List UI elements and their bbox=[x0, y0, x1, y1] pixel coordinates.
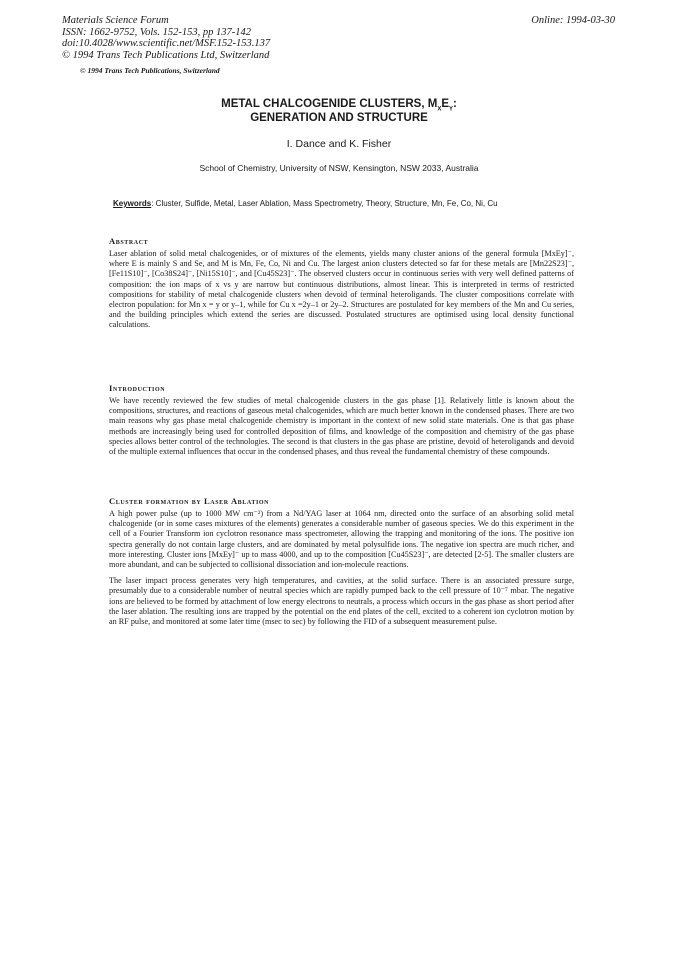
cluster-formation-para1: A high power pulse (up to 1000 MW cm⁻²) from a Nd/YAG laser at 1064 nm, directed onto the surface of an absorbing solid metal chalcogenide (or in some cases mixtures of the elements) generates a considerable number of gaseous species. We do this experiment in the cell of a Fourier Transform ion cyclotron resonance mass spectrometer, allowing the trapping and monitoring of the ions. The positive ion spectra generally do not contain large clusters, and are dominated by metal polysulfide ions. The negative ion spectra are much richer, and more interesting. Cluster ions [MxEy]⁻ up to mass 4000, and up to the composition [Cu45S23]⁻, are detected [2-5]. The smaller clusters are more abundant, and can be subjected to collisional dissociation and ion-molecule reactions. bbox=[109, 509, 574, 570]
introduction-section bbox=[109, 383, 574, 463]
doi: doi:10.4028/www.scientific.net/MSF.152-153.137 bbox=[62, 38, 271, 50]
cluster-formation-section bbox=[109, 496, 574, 633]
keywords bbox=[113, 199, 573, 210]
abstract-section bbox=[109, 236, 574, 337]
abstract-text: Laser ablation of solid metal chalcogenides, or of mixtures of the elements, yields many cluster anions of the general formula [MxEy]⁻, where E is mainly S and Se, and M is Mn, Fe, Co, Ni and Cu. The largest anion clusters detected so far for these metals are [Mn22S23]⁻, [Fe11S10]⁻, [Co38S24]⁻, [Ni15S10]⁻, and [Cu45S23]⁻. The observed clusters occur in continuous series with very well defined patterns of composition: the ion maps of x vs y are narrow but continuous distributions, almost linear. This is interpreted in terms of restricted compositions for stability of metal chalcogenide clusters when devoid of terminal heteroligands. The cluster compositions correlate with electron population: for Mn x = y or y–1, while for Cu x =2y–1 or 2y–2. Structures are postulated for key members of the Mn and Cu series, and the building principles which extend the series are discussed. Postulated structures are optimised using local density functional calculations. bbox=[109, 249, 574, 330]
copyright: © 1994 Trans Tech Publications Ltd, Switzerland bbox=[62, 49, 270, 61]
cluster-formation-heading: Cluster formation by Laser Ablation bbox=[109, 496, 270, 506]
online-date: Online: 1994-03-30 bbox=[531, 15, 615, 26]
journal-header bbox=[62, 15, 270, 61]
introduction-text: We have recently reviewed the few studies of metal chalcogenide clusters in the gas phase [1]. Relatively little is known about the compositions, structures, and reactions of gaseous metal chalcogenides, which are much better known in the condensed phases. There are two main reasons why gas phase metal chalcogenide chemistry is important in the context of new solid state materials. One is that gas phase methods are increasingly being used for controlled deposition of films, and knowledge of the composition and chemistry of the gas phase species allows better control of the technologies. The second is that clusters in the gas phase are pristine, devoid of heteroligands and devoid of the multiple external influences that occur in the condensed phases, and thus reveal the fundamental chemistry of these compounds. bbox=[109, 396, 574, 457]
keywords-text: : Cluster, Sulfide, Metal, Laser Ablation, Mass Spectrometry, Theory, Structure, Mn, Fe, Co, Ni, Cu bbox=[151, 199, 498, 208]
journal-name: Materials Science Forum bbox=[62, 15, 169, 26]
authors: I. Dance and K. Fisher bbox=[286, 138, 392, 150]
affiliation: School of Chemistry, University of NSW, Kensington, NSW 2033, Australia bbox=[199, 163, 479, 173]
cluster-formation-para2: The laser impact process generates very high temperatures, and cavities, at the solid surface. There is an associated pressure surge, presumably due to a considerable number of neutral species which are rapidly pumped back to the cell pressure of 10⁻⁷ mbar. The negative ions are believed to be formed by attachment of low energy electrons to neutrals, a process which occurs in the gas phase as short period after the laser ablation. The resulting ions are trapped by the potential on the end plates of the cell, excited to a coherent ion cyclotron motion by an RF pulse, and monitored at some later time (msec to sec) by following the FID of a subsequent measurement pulse. bbox=[109, 576, 574, 627]
keywords-label: Keywords bbox=[113, 199, 152, 208]
introduction-heading: Introduction bbox=[109, 383, 166, 393]
paper-title: METAL CHALCOGENIDE CLUSTERS, $M_XE_Y$: GENERATION AND STRUCTURE bbox=[221, 98, 457, 124]
issn: ISSN: 1662-9752, Vols. 152-153, pp 137-142 bbox=[62, 26, 251, 38]
abstract-heading: Abstract bbox=[109, 236, 149, 246]
copyright-notice: © 1994 Trans Tech Publications, Switzerland bbox=[80, 66, 220, 75]
